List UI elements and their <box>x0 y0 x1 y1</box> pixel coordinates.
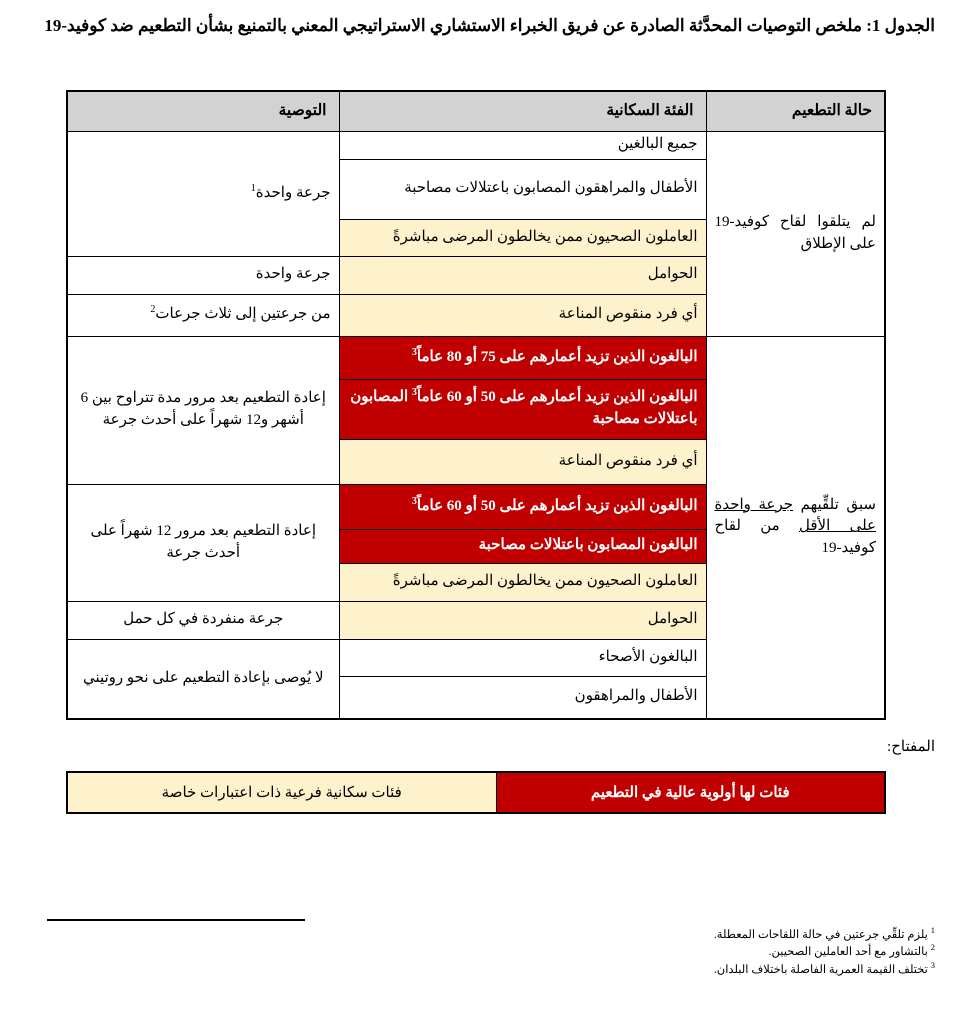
recommendations-table <box>66 90 886 720</box>
cell-rec-one-dose: جرعة واحدة <box>67 256 339 294</box>
footnote-ref-1: 1 <box>250 182 256 194</box>
recommendations-table-wrap <box>66 90 886 720</box>
cell-rec-no-routine: لا يُوصى بإعادة التطعيم على نحو روتيني <box>67 639 339 719</box>
header-vaccination-status: حالة التطعيم <box>706 91 885 131</box>
cell-rec-revacc-6-12: إعادة التطعيم بعد مرور مدة تتراوح بين 6 أشهر و12 شهراً على أحدث جرعة <box>67 336 339 484</box>
cell-pop-adults-75-80 <box>339 336 706 379</box>
footnote-number: 2 <box>930 942 935 953</box>
header-population-group: الفئة السكانية <box>339 91 706 131</box>
key-table-wrap <box>66 771 886 814</box>
cell-rec-single-dose-pregnancy: جرعة منفردة في كل حمل <box>67 601 339 639</box>
pop-text: البالغون الذين تزيد أعمارهم على 50 أو 60 عاماً <box>416 389 698 406</box>
footnote-1 <box>714 927 935 944</box>
cell-pop-healthy-adults: البالغون الأصحاء <box>339 639 706 676</box>
cell-pop-immunocompromised: أي فرد منقوص المناعة <box>339 439 706 484</box>
footnote-ref-2: 2 <box>150 304 156 316</box>
cell-pop-all-adults: جميع البالغين <box>339 131 706 159</box>
page-title: الجدول 1: ملخص التوصيات المحدَّثة الصادرة عن فريق الخبراء الاستشاري الاستراتيجي المعني بالتمنيع بشأن التطعيم ضد كوفيد-19 <box>44 16 935 35</box>
status-text-underlined: جرعة واحدة على الأقل <box>714 496 876 535</box>
footnote-ref-3: 3 <box>411 495 417 507</box>
pop-text: البالغون الذين تزيد أعمارهم على 75 أو 80 عاماً <box>416 348 698 365</box>
cell-pop-immunocompromised: أي فرد منقوص المناعة <box>339 294 706 336</box>
rec-text: جرعة واحدة <box>255 184 331 201</box>
status-text: سبق تلقِّيهم <box>793 496 876 513</box>
key-high-priority: فئات لها أولوية عالية في التطعيم <box>496 772 885 813</box>
cell-pop-children: الأطفال والمراهقون <box>339 676 706 719</box>
cell-pop-children-comorbid: الأطفال والمراهقون المصابون باعتلالات مصاحبة <box>339 159 706 219</box>
rec-text: من جرعتين إلى ثلاث جرعات <box>155 306 331 323</box>
cell-pop-adults-comorbid: البالغون المصابون باعتلالات مصاحبة <box>339 529 706 563</box>
footnote-ref-3: 3 <box>411 387 417 399</box>
footnote-separator <box>47 919 305 921</box>
cell-pop-adults-50-60-comorbid <box>339 379 706 439</box>
cell-pop-health-workers: العاملون الصحيون ممن يخالطون المرضى مباشرةً <box>339 219 706 256</box>
key-table <box>66 771 886 814</box>
key-label: المفتاح: <box>887 739 935 755</box>
cell-pop-pregnant: الحوامل <box>339 256 706 294</box>
cell-status-never-vaccinated: لم يتلقوا لقاح كوفيد-19 على الإطلاق <box>706 131 885 336</box>
cell-pop-adults-50-60 <box>339 484 706 529</box>
pop-text: البالغون الذين تزيد أعمارهم على 50 أو 60 عاماً <box>416 497 698 514</box>
status-text: من لقاح كوفيد-19 <box>714 518 876 557</box>
cell-rec-two-to-three-doses <box>67 294 339 336</box>
cell-rec-revacc-12: إعادة التطعيم بعد مرور 12 شهراً على أحدث جرعة <box>67 484 339 601</box>
cell-rec-one-dose-fn <box>67 131 339 256</box>
footnote-number: 1 <box>930 925 935 936</box>
cell-pop-health-workers: العاملون الصحيون ممن يخالطون المرضى مباشرةً <box>339 563 706 601</box>
table-row <box>67 336 885 379</box>
footnote-ref-3: 3 <box>411 346 417 358</box>
table-row <box>67 131 885 159</box>
footnote-text: بالتشاور مع أحد العاملين الصحيين. <box>768 946 928 959</box>
footnote-number: 3 <box>930 959 935 970</box>
header-row <box>67 91 885 131</box>
header-recommendation: التوصية <box>67 91 339 131</box>
cell-pop-pregnant: الحوامل <box>339 601 706 639</box>
footnote-2 <box>714 944 935 961</box>
footnote-3 <box>713 959 935 979</box>
key-row <box>67 772 885 813</box>
cell-status-previously-vaccinated <box>706 336 885 719</box>
pop-text: المصابون باعتلالات مصاحبة <box>350 389 698 427</box>
footnote-text: تختلف القيمة العمرية الفاصلة باختلاف البلدان. <box>713 963 928 976</box>
footnote-text: يلزم تلقِّي جرعتين في حالة اللقاحات المعطلة. <box>713 929 928 941</box>
footnotes <box>714 927 935 979</box>
key-special-considerations: فئات سكانية فرعية ذات اعتبارات خاصة <box>67 772 496 813</box>
